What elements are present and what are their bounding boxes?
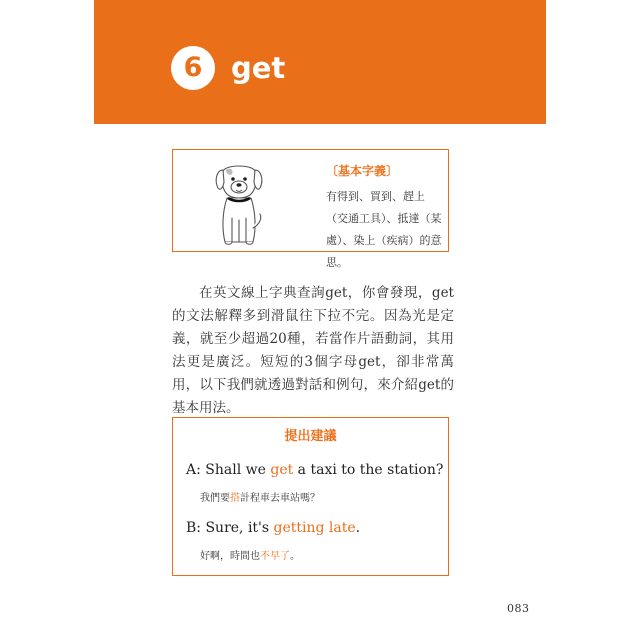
- example-sentence-b: [186, 520, 360, 536]
- body-paragraph: 在英文線上字典查詢get，你會發現，get的文法解釋多到滑鼠往下拉不完。因為光是定義，就至少超過20種，若當作片語動詞，其用法更是廣泛。短短的3個字母get，卻非常萬用，以下我們就透過對話和例句，來介紹get的基本用法。: [172, 285, 454, 416]
- sentence-b-part: .: [355, 520, 361, 536]
- sentence-a-highlight: get: [270, 462, 294, 478]
- translation-b-part: 好啊，時間也: [200, 551, 260, 562]
- chapter-number-badge: 6: [171, 46, 215, 90]
- sentence-b-part: B: Sure, it's: [186, 520, 274, 536]
- chapter-title: get: [231, 51, 286, 85]
- translation-a-part: 計程車去車站嗎？: [240, 493, 320, 504]
- sentence-b-highlight: getting late: [273, 520, 356, 536]
- sentence-a-part: A: Shall we: [186, 462, 271, 478]
- chapter-header: [94, 0, 546, 124]
- translation-b-highlight: 不早了: [260, 551, 290, 562]
- translation-a-part: 我們要: [200, 493, 230, 504]
- example-title: 提出建議: [284, 429, 337, 444]
- definition-title: 〔基本字義〕: [326, 164, 399, 178]
- definition-text: 有得到、買到、趕上（交通工具）、抵達（某處）、染上（疾病）的意思。: [326, 190, 442, 269]
- example-translation-a: [200, 489, 320, 504]
- translation-b-part: 。: [290, 551, 300, 562]
- translation-a-highlight: 搭: [230, 493, 240, 504]
- page-number: 083: [507, 602, 530, 615]
- sentence-a-part: a taxi to the station?: [293, 462, 444, 478]
- example-translation-b: [200, 547, 300, 562]
- dog-illustration: [210, 158, 268, 248]
- example-sentence-a: [186, 462, 443, 478]
